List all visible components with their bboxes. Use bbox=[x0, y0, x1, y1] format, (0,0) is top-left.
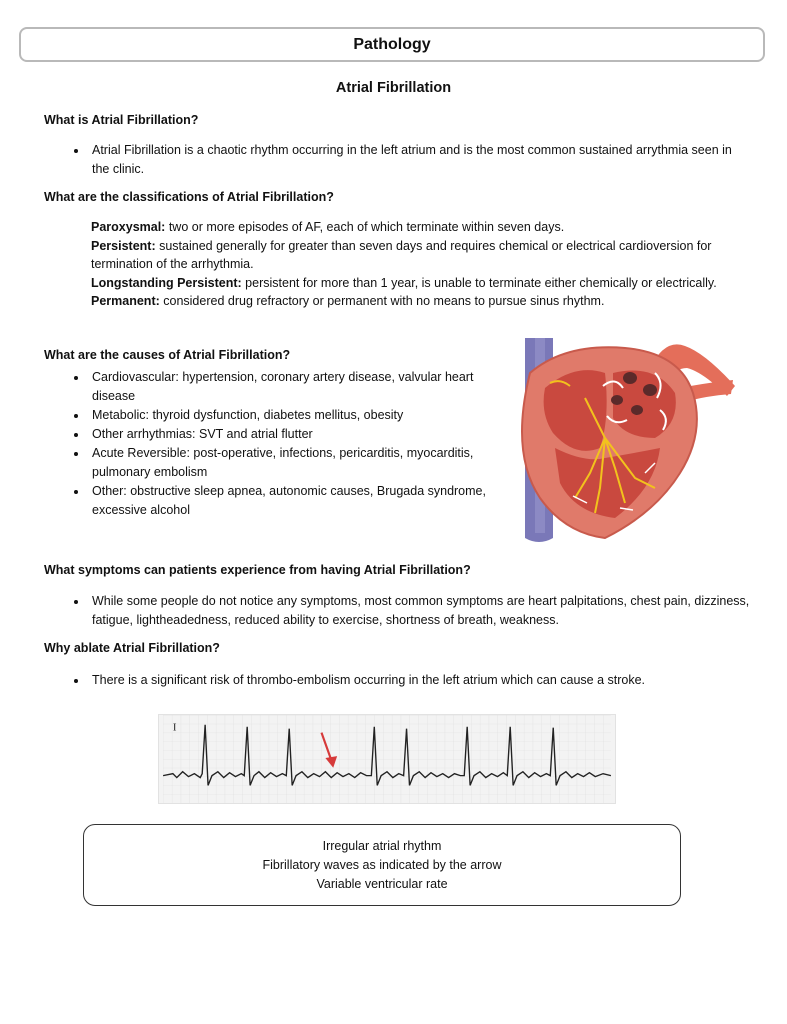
document-title: Atrial Fibrillation bbox=[335, 80, 452, 96]
ecg-lead-label: I bbox=[172, 721, 177, 734]
list-item: • While some people do not notice any symptoms, most common symptoms are heart palpitations, chest pain, dizziness, fatigue, lightheadedness, reduced ability to exercise, shortness of breath, weakness. bbox=[88, 592, 753, 630]
classification-item: Longstanding Persistent: persistent for more than 1 year, is unable to terminate either chemically or electrically. bbox=[91, 275, 717, 290]
classification-item: Permanent: considered drug refractory or permanent with no means to pursue sinus rhythm. bbox=[91, 294, 605, 309]
ecg-caption-box bbox=[83, 824, 681, 906]
list-item: • Other arrhythmias: SVT and atrial flutter bbox=[88, 425, 488, 444]
pulmonary-vein bbox=[643, 384, 657, 396]
classification-item: Paroxysmal: two or more episodes of AF, each of which terminate within seven days. bbox=[91, 220, 565, 234]
list-item: • Cardiovascular: hypertension, coronary artery disease, valvular heart disease bbox=[88, 368, 488, 406]
question-symptoms: What symptoms can patients experience from having Atrial Fibrillation? bbox=[44, 563, 471, 577]
pulmonary-vein bbox=[631, 405, 643, 415]
list-item: • There is a significant risk of thrombo-embolism occurring in the left atrium which can cause a stroke. bbox=[88, 671, 753, 690]
caption-line: Irregular atrial rhythm bbox=[322, 838, 442, 853]
header-title: Pathology bbox=[353, 35, 431, 53]
ecg-strip bbox=[158, 714, 616, 804]
list-item: • Acute Reversible: post-operative, infections, pericarditis, myocarditis, pulmonary embolism bbox=[88, 444, 488, 482]
question-classifications: What are the classifications of Atrial Fibrillation? bbox=[44, 190, 334, 204]
list-item: • Atrial Fibrillation is a chaotic rhythm occurring in the left atrium and is the most common sustained arrythmia seen in the clinic. bbox=[88, 141, 748, 179]
pulmonary-vein bbox=[623, 372, 637, 384]
page-header bbox=[19, 27, 765, 62]
symptoms-list bbox=[68, 592, 753, 630]
classification-item: Persistent: sustained generally for greater than seven days and requires chemical or electrical cardioversion for termination of the arrhythmia. bbox=[91, 238, 712, 272]
list-item: • Other: obstructive sleep apnea, autonomic causes, Brugada syndrome, excessive alcohol bbox=[88, 482, 488, 520]
heart-illustration bbox=[505, 338, 740, 543]
caption-line: Variable ventricular rate bbox=[316, 876, 448, 891]
causes-list bbox=[68, 368, 488, 520]
list-item: • Metabolic: thyroid dysfunction, diabetes mellitus, obesity bbox=[88, 406, 488, 425]
what-is-list bbox=[68, 141, 748, 179]
ecg-grid bbox=[163, 715, 611, 803]
caption-line: Fibrillatory waves as indicated by the arrow bbox=[262, 857, 502, 872]
question-what-is: What is Atrial Fibrillation? bbox=[44, 113, 199, 127]
pulmonary-vein bbox=[611, 395, 623, 405]
ablate-list bbox=[68, 671, 753, 690]
classifications-list bbox=[91, 218, 731, 311]
question-ablate: Why ablate Atrial Fibrillation? bbox=[44, 641, 220, 655]
question-causes: What are the causes of Atrial Fibrillation? bbox=[44, 348, 291, 362]
